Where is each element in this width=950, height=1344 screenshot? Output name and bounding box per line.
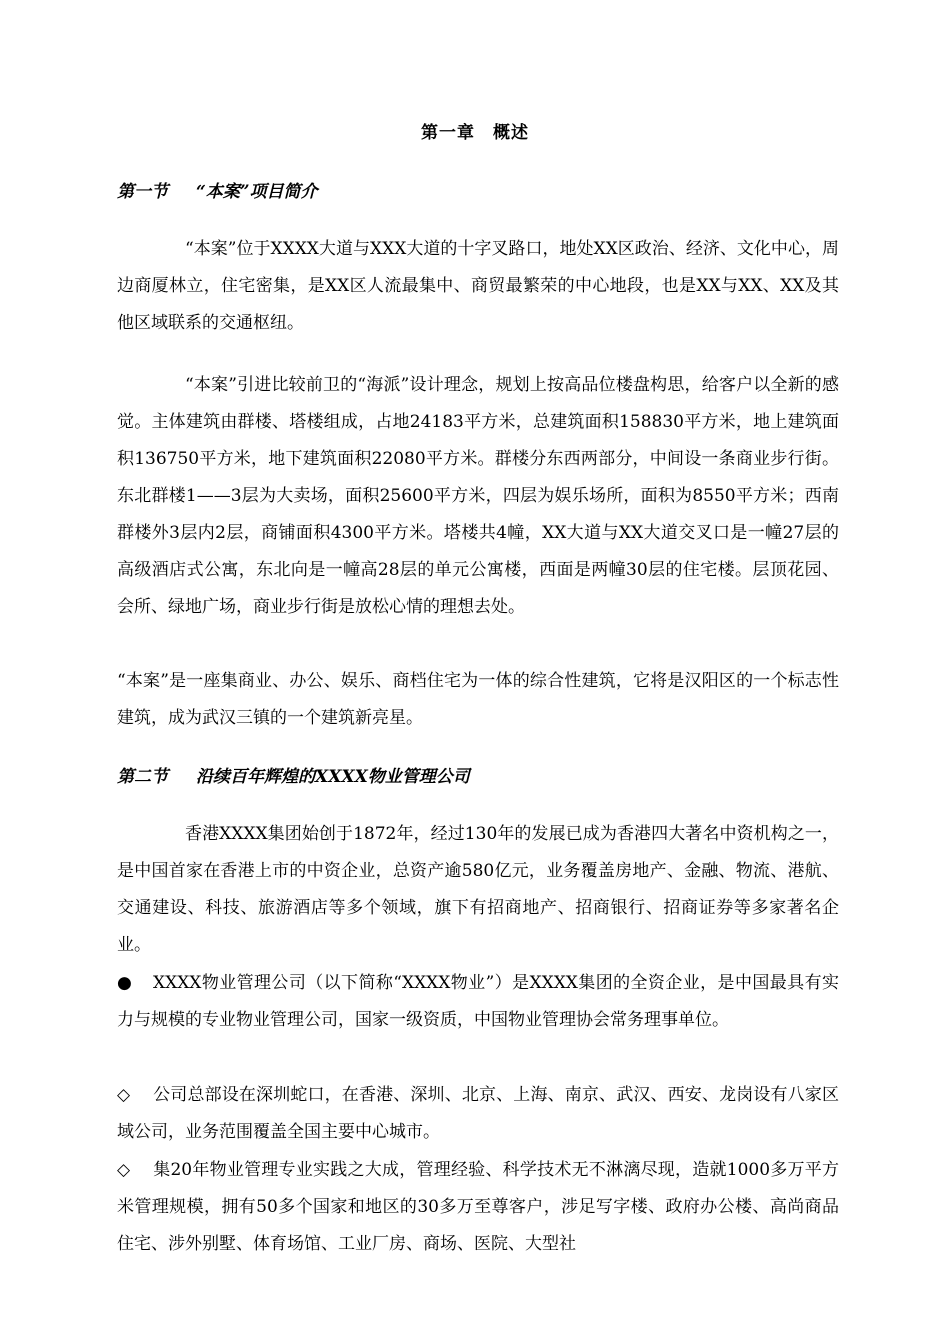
paragraph: “本案”引进比较前卫的“海派”设计理念，规划上按高品位楼盘构思，给客户以全新的感觉。主体建筑由群楼、塔楼组成，占地24183平方米，总建筑面积158830平方米，地上建筑面积136750平方米，地下建筑面积22080平方米。群楼分东西两部分，中间设一条商业步行街。东北群楼1——3层为大卖场，面积25600平方米，四层为娱乐场所，面积为8550平方米；西南群楼外3层内2层，商铺面积4300平方米。塔楼共4幢，XX大道与XX大道交叉口是一幢27层的高级酒店式公寓，东北向是一幢高28层的单元公寓楼，西面是两幢30层的住宅楼。层顶花园、会所、绿地广场，商业步行街是放松心情的理想去处。: [117, 375, 839, 617]
section-heading-1: [117, 177, 318, 207]
section-number: 第二节: [117, 767, 168, 787]
list-item: [117, 965, 839, 1039]
paragraph: “本案”是一座集商业、办公、娱乐、商档住宅为一体的综合性建筑，它将是汉阳区的一个标志性建筑，成为武汉三镇的一个建筑新亮星。: [117, 671, 839, 728]
bullet-marker: ◇: [117, 1160, 131, 1180]
list-item: [117, 1152, 839, 1263]
section-number: 第一节: [117, 182, 168, 202]
list-item-text: 公司总部设在深圳蛇口，在香港、深圳、北京、上海、南京、武汉、西安、龙岗设有八家区域公司，业务范围覆盖全国主要中心城市。: [117, 1085, 839, 1142]
chapter-title: 第一章 概述: [421, 123, 529, 143]
paragraph: “本案”位于XXXX大道与XXX大道的十字叉路口，地处XX区政治、经济、文化中心，周边商厦林立，住宅密集，是XX区人流最集中、商贸最繁荣的中心地段，也是XX与XX、XX及其他区域联系的交通枢纽。: [117, 239, 839, 333]
list-item: [117, 1077, 839, 1151]
section-title: “本案”项目简介: [196, 182, 318, 202]
list-item-text: 集20年物业管理专业实践之大成，管理经验、科学技术无不淋漓尽现，造就1000多万平方米管理规模，拥有50多个国家和地区的30多万至尊客户，涉足写字楼、政府办公楼、高尚商品住宅、涉外别墅、体育场馆、工业厂房、商场、医院、大型社: [117, 1160, 839, 1254]
bullet-marker: ●: [117, 973, 132, 993]
section-title: 沿续百年辉煌的XXXX物业管理公司: [196, 767, 470, 787]
paragraph: 香港XXXX集团始创于1872年，经过130年的发展已成为香港四大著名中资机构之一，是中国首家在香港上市的中资企业，总资产逾580亿元，业务覆盖房地产、金融、物流、港航、交通建设、科技、旅游酒店等多个领域，旗下有招商地产、招商银行、招商证券等多家著名企业。: [117, 824, 839, 955]
list-item-text: XXXX物业管理公司（以下简称“XXXX物业”）是XXXX集团的全资企业，是中国最具有实力与规模的专业物业管理公司，国家一级资质，中国物业管理协会常务理事单位。: [117, 973, 839, 1030]
bullet-marker: ◇: [117, 1085, 131, 1105]
section-heading-2: [117, 762, 470, 792]
